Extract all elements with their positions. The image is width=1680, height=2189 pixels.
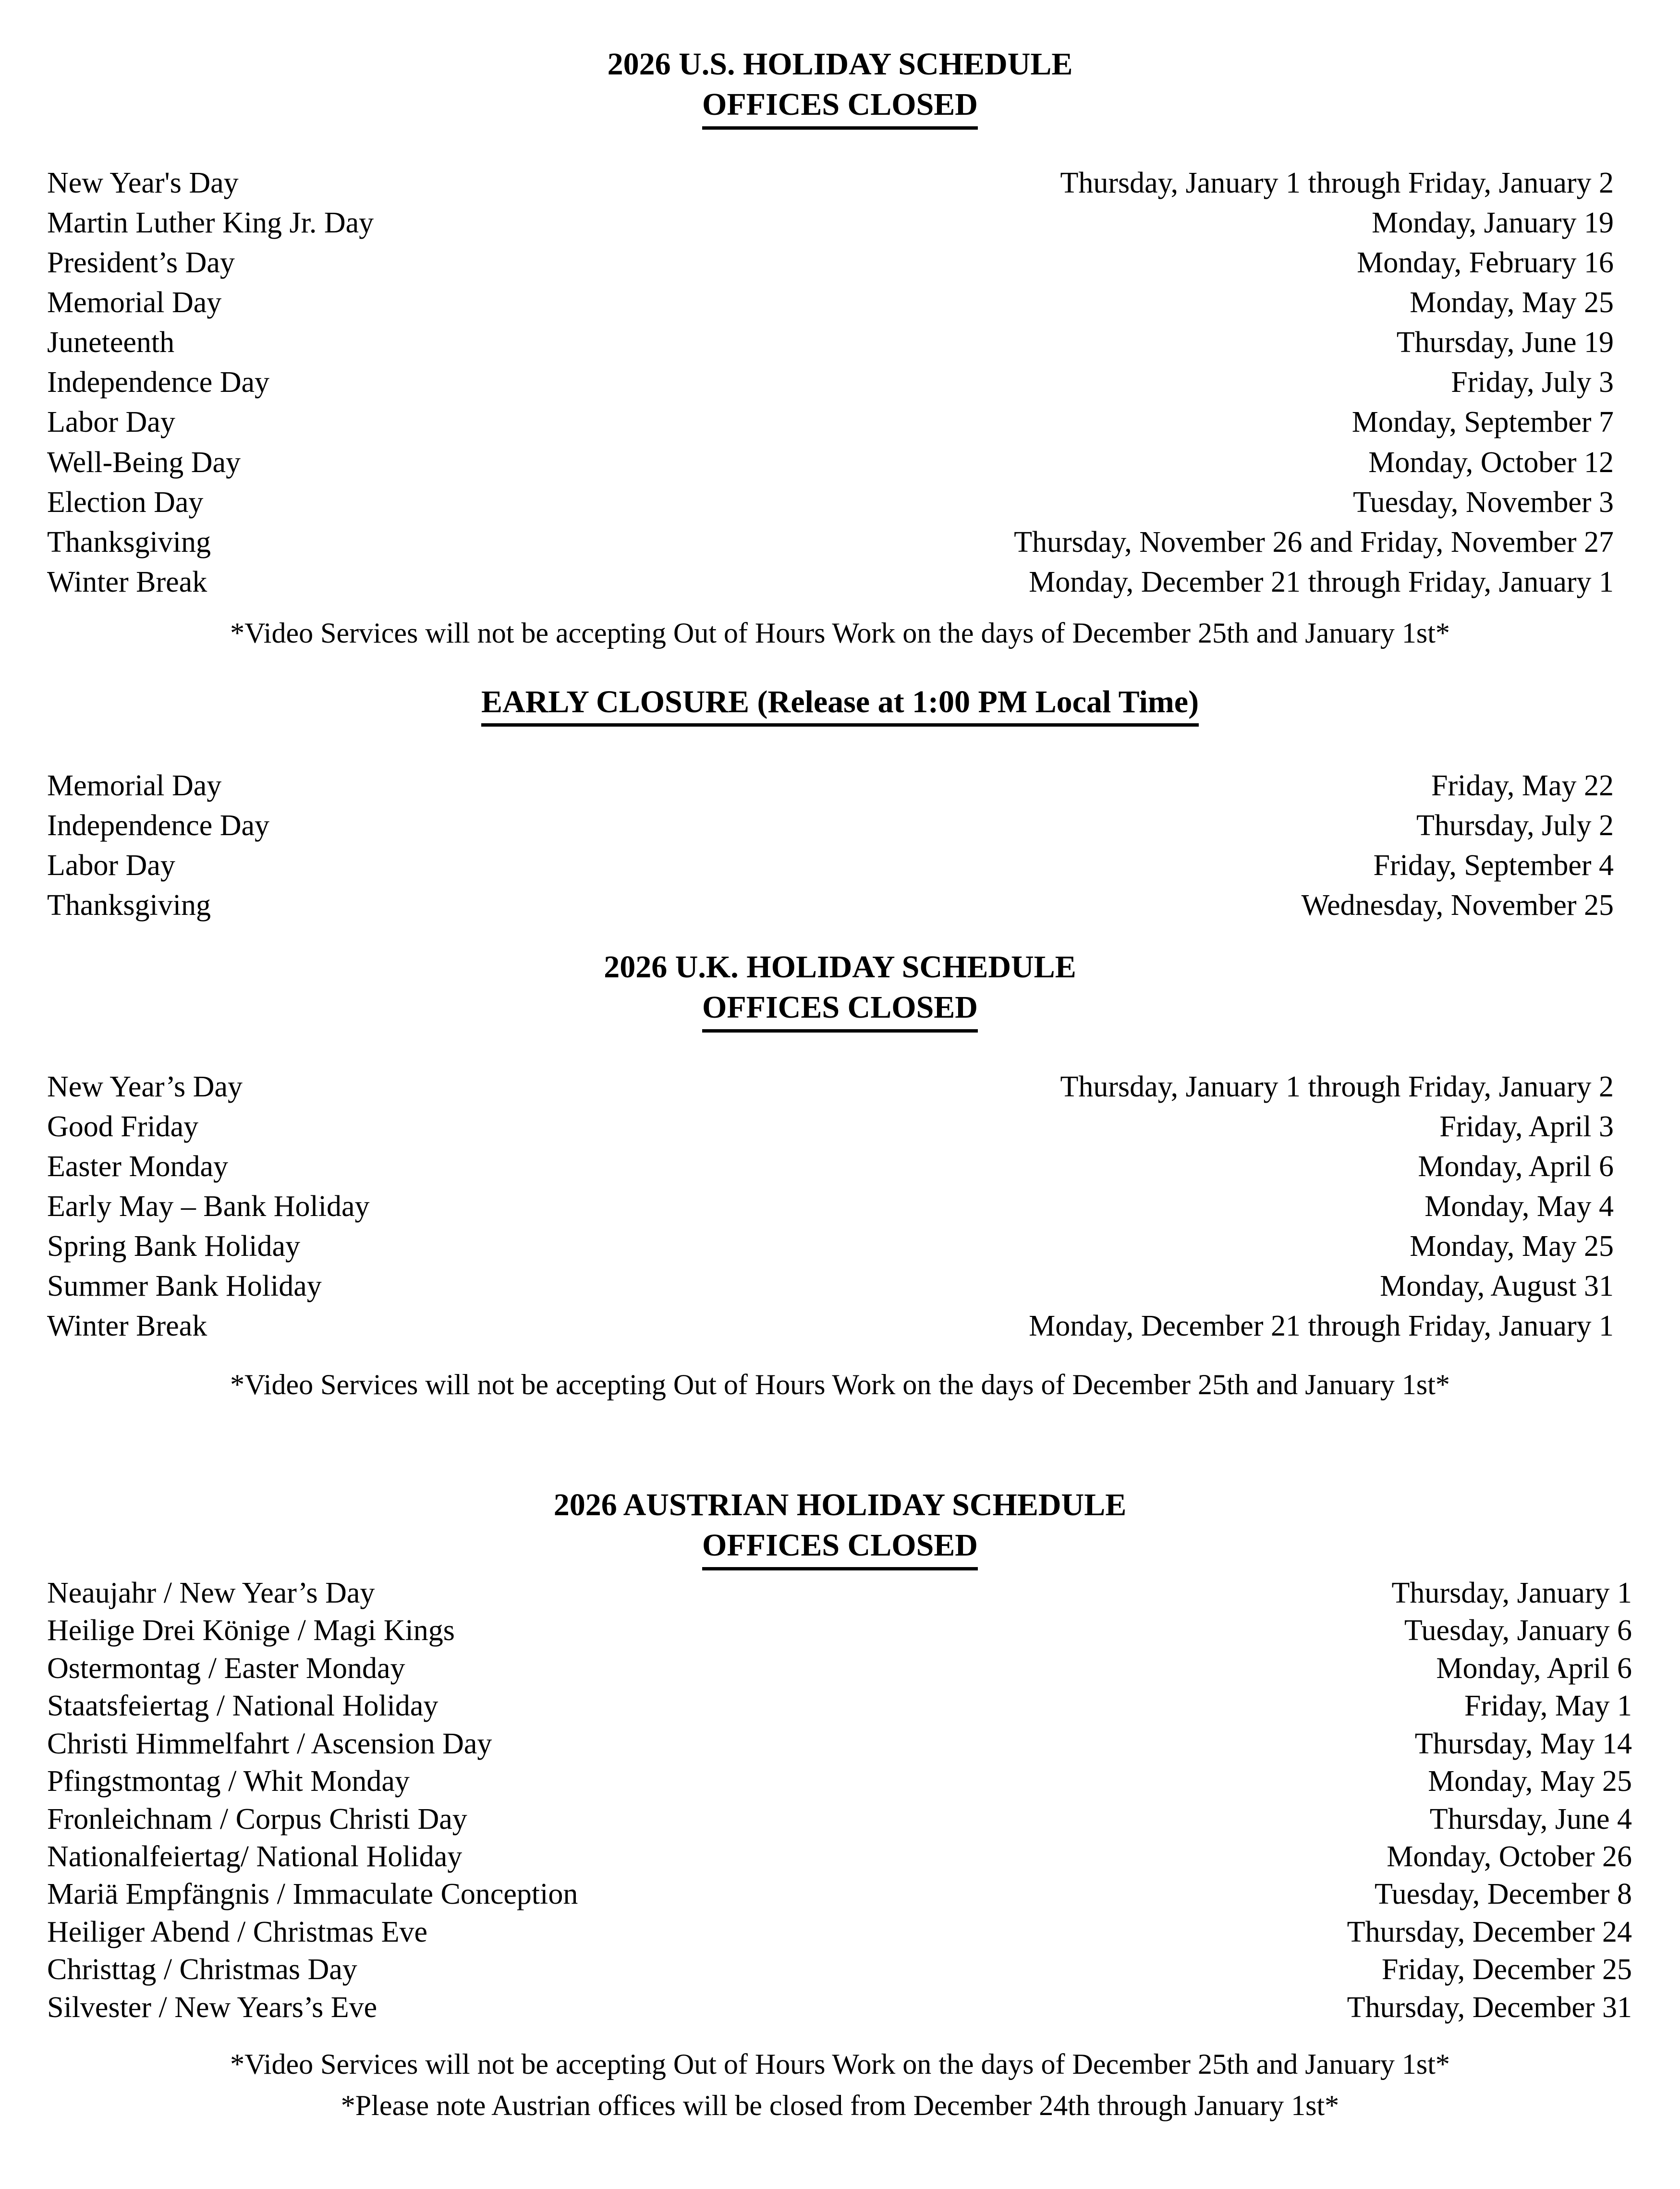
us-footnote-block <box>0 614 1680 652</box>
holiday-date: Thursday, November 26 and Friday, November 27 <box>1014 525 1614 559</box>
holiday-name: Memorial Day <box>47 286 222 319</box>
holiday-date: Friday, July 3 <box>1451 366 1614 399</box>
table-row <box>47 1650 1632 1687</box>
table-row <box>47 1989 1632 2026</box>
us-title-block <box>0 44 1680 130</box>
austrian-footnote-block <box>0 2045 1680 2125</box>
holiday-date: Tuesday, November 3 <box>1352 486 1614 519</box>
table-row <box>47 1725 1632 1763</box>
austrian-title-line-2: OFFICES CLOSED <box>702 1525 978 1570</box>
holiday-date: Friday, May 1 <box>1464 1690 1632 1723</box>
table-row <box>47 1306 1614 1346</box>
holiday-name: Well-Being Day <box>47 446 241 479</box>
holiday-name: Early May – Bank Holiday <box>47 1190 370 1223</box>
us-page-title <box>0 44 1680 130</box>
holiday-name: Ostermontag / Easter Monday <box>47 1652 405 1685</box>
holiday-name: Christi Himmelfahrt / Ascension Day <box>47 1727 492 1760</box>
us-holiday-list <box>47 163 1614 602</box>
holiday-date: Monday, February 16 <box>1357 246 1614 280</box>
holiday-date: Monday, December 21 through Friday, January 1 <box>1029 565 1614 598</box>
table-row <box>47 1266 1614 1306</box>
us-title-line-1: 2026 U.S. HOLIDAY SCHEDULE <box>607 47 1073 82</box>
holiday-name: Good Friday <box>47 1110 199 1143</box>
holiday-name: Election Day <box>47 486 204 519</box>
holiday-name: Independence Day <box>47 809 270 842</box>
holiday-name: Spring Bank Holiday <box>47 1230 300 1263</box>
holiday-date: Thursday, January 1 through Friday, January 2 <box>1060 1070 1614 1103</box>
uk-footnote: *Video Services will not be accepting Out of Hours Work on the days of December 25th and January 1st* <box>230 1369 1450 1400</box>
holiday-date: Monday, September 7 <box>1351 406 1614 439</box>
table-row <box>47 443 1614 483</box>
table-row <box>47 562 1614 602</box>
uk-title-block <box>0 947 1680 1033</box>
austrian-page-title <box>0 1485 1680 1570</box>
holiday-name: Juneteenth <box>47 326 175 359</box>
table-row <box>47 1951 1632 1988</box>
table-row <box>47 1800 1632 1838</box>
holiday-date: Monday, May 25 <box>1410 286 1614 319</box>
holiday-name: Independence Day <box>47 366 270 399</box>
table-row <box>47 766 1614 806</box>
holiday-name: Winter Break <box>47 565 207 598</box>
early-closure-list <box>47 766 1614 925</box>
holiday-date: Monday, August 31 <box>1380 1270 1614 1303</box>
early-closure-heading-block <box>0 682 1680 727</box>
austrian-footnote-1: *Video Services will not be accepting Out of Hours Work on the days of December 25th and January 1st* <box>230 2048 1450 2080</box>
us-title-line-2: OFFICES CLOSED <box>702 85 978 129</box>
holiday-name: Thanksgiving <box>47 889 211 922</box>
holiday-date: Tuesday, January 6 <box>1404 1614 1632 1647</box>
uk-title-line-1: 2026 U.K. HOLIDAY SCHEDULE <box>604 949 1076 985</box>
holiday-date: Friday, May 22 <box>1431 769 1614 802</box>
table-row <box>47 1227 1614 1266</box>
holiday-name: Memorial Day <box>47 769 222 802</box>
holiday-name: Nationalfeiertag/ National Holiday <box>47 1840 463 1873</box>
austrian-title-line-1: 2026 AUSTRIAN HOLIDAY SCHEDULE <box>553 1487 1127 1522</box>
holiday-name: Thanksgiving <box>47 525 211 559</box>
holiday-name: Easter Monday <box>47 1150 229 1183</box>
austrian-title-block <box>0 1485 1680 1570</box>
holiday-date: Thursday, December 24 <box>1347 1915 1632 1948</box>
table-row <box>47 203 1614 243</box>
holiday-name: Christtag / Christmas Day <box>47 1953 357 1986</box>
us-footnote: *Video Services will not be accepting Out of Hours Work on the days of December 25th and January 1st* <box>230 617 1450 649</box>
holiday-name: Silvester / New Years’s Eve <box>47 1991 377 2024</box>
holiday-date: Thursday, January 1 through Friday, January 2 <box>1060 167 1614 199</box>
table-row <box>47 1147 1614 1187</box>
holiday-name: Mariä Empfängnis / Immaculate Conception <box>47 1878 578 1911</box>
table-row <box>47 886 1614 925</box>
table-row <box>47 1574 1632 1612</box>
holiday-date: Thursday, December 31 <box>1347 1991 1632 2024</box>
holiday-date: Monday, May 25 <box>1410 1230 1614 1263</box>
table-row <box>47 1187 1614 1227</box>
holiday-date: Friday, April 3 <box>1439 1110 1614 1143</box>
holiday-date: Monday, May 4 <box>1424 1190 1614 1223</box>
holiday-name: Heilige Drei Könige / Magi Kings <box>47 1614 455 1647</box>
early-closure-heading: EARLY CLOSURE (Release at 1:00 PM Local Time) <box>481 682 1199 727</box>
holiday-name: Fronleichnam / Corpus Christi Day <box>47 1802 467 1836</box>
holiday-name: Martin Luther King Jr. Day <box>47 207 374 240</box>
holiday-name: Summer Bank Holiday <box>47 1270 322 1303</box>
table-row <box>47 1913 1632 1951</box>
table-row <box>47 1687 1632 1725</box>
table-row <box>47 323 1614 363</box>
table-row <box>47 243 1614 283</box>
table-row <box>47 1838 1632 1875</box>
table-row <box>47 846 1614 886</box>
table-row <box>47 283 1614 323</box>
holiday-name: New Year's Day <box>47 167 239 199</box>
holiday-date: Thursday, July 2 <box>1416 809 1614 842</box>
holiday-date: Monday, April 6 <box>1418 1150 1614 1183</box>
holiday-name: Labor Day <box>47 849 175 882</box>
uk-page-title <box>0 947 1680 1033</box>
austrian-footnote-2: *Please note Austrian offices will be closed from December 24th through January 1st* <box>341 2090 1339 2122</box>
holiday-name: President’s Day <box>47 246 235 280</box>
holiday-name: Neaujahr / New Year’s Day <box>47 1577 375 1609</box>
holiday-date: Thursday, June 4 <box>1429 1802 1632 1836</box>
holiday-date: Friday, December 25 <box>1381 1953 1632 1986</box>
uk-footnote-block <box>0 1365 1680 1404</box>
holiday-date: Monday, October 26 <box>1387 1840 1632 1873</box>
table-row <box>47 1067 1614 1107</box>
holiday-name: New Year’s Day <box>47 1070 243 1103</box>
holiday-name: Labor Day <box>47 406 175 439</box>
holiday-date: Monday, December 21 through Friday, January 1 <box>1029 1310 1614 1343</box>
holiday-date: Monday, May 25 <box>1428 1765 1632 1798</box>
holiday-name: Heiliger Abend / Christmas Eve <box>47 1915 428 1948</box>
holiday-name: Winter Break <box>47 1310 207 1343</box>
holiday-date: Monday, October 12 <box>1368 446 1614 479</box>
table-row <box>47 402 1614 442</box>
holiday-date: Thursday, June 19 <box>1396 326 1614 359</box>
austrian-holiday-list <box>47 1574 1632 2026</box>
holiday-date: Monday, April 6 <box>1436 1652 1632 1685</box>
table-row <box>47 806 1614 846</box>
table-row <box>47 1107 1614 1147</box>
table-row <box>47 363 1614 402</box>
holiday-name: Pfingstmontag / Whit Monday <box>47 1765 410 1798</box>
holiday-name: Staatsfeiertag / National Holiday <box>47 1690 438 1723</box>
table-row <box>47 483 1614 523</box>
table-row <box>47 1612 1632 1649</box>
holiday-date: Wednesday, November 25 <box>1301 889 1614 922</box>
holiday-date: Tuesday, December 8 <box>1374 1878 1632 1911</box>
table-row <box>47 1763 1632 1800</box>
table-row <box>47 523 1614 562</box>
table-row <box>47 163 1614 203</box>
table-row <box>47 1875 1632 1913</box>
holiday-date: Thursday, May 14 <box>1414 1727 1632 1760</box>
uk-title-line-2: OFFICES CLOSED <box>702 987 978 1032</box>
uk-holiday-list <box>47 1067 1614 1347</box>
holiday-date: Thursday, January 1 <box>1391 1577 1632 1609</box>
holiday-date: Monday, January 19 <box>1372 207 1614 240</box>
holiday-date: Friday, September 4 <box>1373 849 1614 882</box>
